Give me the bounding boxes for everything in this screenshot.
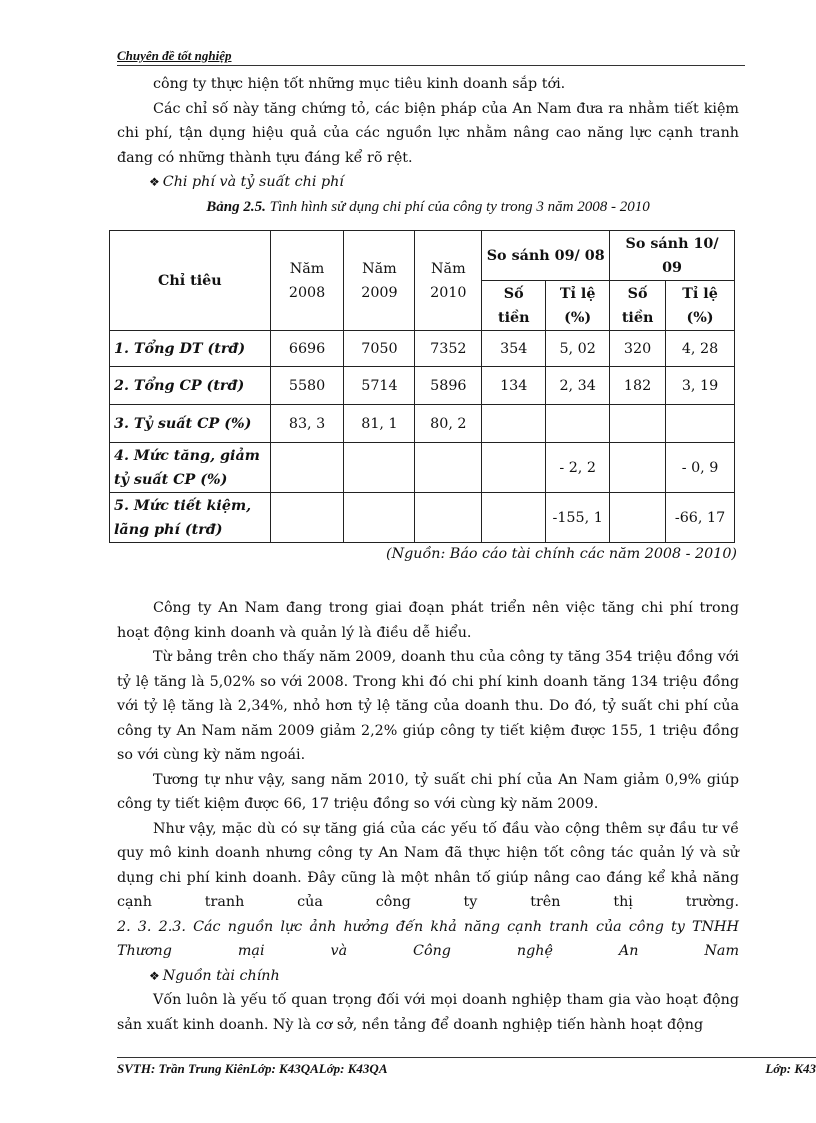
cell-amount-1: 354: [482, 331, 546, 367]
cell-2009: [344, 443, 415, 493]
table-source: (Nguồn: Báo cáo tài chính các năm 2008 - 2010): [386, 546, 737, 562]
analysis-paragraph-5: Vốn luôn là yếu tố quan trọng đối với mọi doanh nghiệp tham gia vào hoạt động sản xuất kinh doanh. Nỳ là cơ sở, nền tảng để doanh nghiệp tiến hành hoạt động: [117, 992, 739, 1033]
intro-line: công ty thực hiện tốt những mục tiêu kinh doanh sắp tới.: [153, 76, 566, 92]
cell-2009: 5714: [344, 367, 415, 405]
analysis-paragraph-3: Tương tự như vậy, sang năm 2010, tỷ suất chi phí của An Nam giảm 0,9% giúp công ty tiết kiệm được 66, 17 triệu đồng so với cùng kỳ năm 2009.: [117, 771, 739, 812]
header-amount-1: Số tiền: [482, 281, 546, 331]
table-header-row: [110, 231, 735, 281]
cell-2008: 83, 3: [270, 405, 344, 443]
cost-table: [109, 230, 735, 543]
cell-2010: [415, 493, 482, 543]
cost-subheading-text: Chi phí và tỷ suất chi phí: [162, 174, 344, 190]
table-row: [110, 331, 735, 367]
header-amount-2: Số tiền: [610, 281, 666, 331]
row-label: 4. Mức tăng, giảm tỷ suất CP (%): [110, 443, 271, 493]
cell-pct-1: 2, 34: [546, 367, 610, 405]
header-2010: Năm 2010: [415, 231, 482, 331]
cell-pct-2: 4, 28: [666, 331, 735, 367]
cell-2009: 7050: [344, 331, 415, 367]
table-row: [110, 405, 735, 443]
header-indicator: Chỉ tiêu: [110, 231, 271, 331]
row-label: 1. Tổng DT (trđ): [110, 331, 271, 367]
row-label: 2. Tổng CP (trđ): [110, 367, 271, 405]
cell-amount-1: [482, 493, 546, 543]
intro-section: [117, 72, 739, 219]
header-compare-09-08: So sánh 09/ 08: [482, 231, 610, 281]
header-2009: Năm 2009: [344, 231, 415, 331]
section-heading: 2. 3. 2.3. Các nguồn lực ảnh hưởng đến khả năng cạnh tranh của công ty TNHH Thương mại và Công nghệ An Nam: [117, 918, 739, 959]
analysis-paragraph-4: Như vậy, mặc dù có sự tăng giá của các yếu tố đầu vào cộng thêm sự đầu tư về quy mô kinh doanh nhưng công ty An Nam đã thực hiện tốt công tác quản lý và sử dụng chi phí kinh doanh. Đây cũng là một nhân tố giúp nâng cao đáng kể khả năng cạnh tranh của công ty trên thị trường.: [117, 820, 739, 910]
cell-pct-2: -66, 17: [666, 493, 735, 543]
cell-2008: 6696: [270, 331, 344, 367]
cost-subheading: [117, 170, 739, 195]
cell-2010: 80, 2: [415, 405, 482, 443]
header-2008: Năm 2008: [270, 231, 344, 331]
analysis-paragraph-2: Từ bảng trên cho thấy năm 2009, doanh thu của công ty tăng 354 triệu đồng với tỷ lệ tăng là 5,02% so với 2008. Trong khi đó chi phí kinh doanh tăng 134 triệu đồng với tỷ lệ tăng là 2,34%, nhỏ hơn tỷ lệ tăng của doanh thu. Do đó, tỷ suất chi phí của công ty An Nam năm 2009 giảm 2,2% giúp công ty tiết kiệm được 155, 1 triệu đồng so với cùng kỳ năm ngoái.: [117, 649, 739, 763]
table-caption-text: Tình hình sử dụng chi phí của công ty trong 3 năm 2008 - 2010: [265, 198, 650, 215]
cell-pct-1: -155, 1: [546, 493, 610, 543]
header-pct-2: Tỉ lệ (%): [666, 281, 735, 331]
table-row: [110, 493, 735, 543]
cell-2009: 81, 1: [344, 405, 415, 443]
cell-pct-1: 5, 02: [546, 331, 610, 367]
cell-amount-1: [482, 405, 546, 443]
intro-paragraph: Các chỉ số này tăng chứng tỏ, các biện pháp của An Nam đưa ra nhằm tiết kiệm chi phí, tận dụng hiệu quả của các nguồn lực nhằm nâng cao năng lực cạnh tranh đang có những thành tựu đáng kể rõ rệt.: [117, 100, 739, 166]
cell-amount-1: [482, 443, 546, 493]
cell-2008: [270, 443, 344, 493]
header-pct-1: Tỉ lệ (%): [546, 281, 610, 331]
cell-pct-2: - 0, 9: [666, 443, 735, 493]
cell-2010: 5896: [415, 367, 482, 405]
table-row: [110, 443, 735, 493]
page-footer: [117, 1057, 816, 1077]
footer-student: SVTH: Trần Trung KiênLớp: K43QALớp: K43QA: [117, 1061, 388, 1076]
table-caption-label: Bảng 2.5.: [206, 198, 266, 215]
analysis-section: [117, 596, 739, 1037]
table-caption: [117, 195, 739, 220]
cell-pct-2: [666, 405, 735, 443]
finance-subheading-text: Nguồn tài chính: [162, 967, 280, 984]
cell-amount-2: 320: [610, 331, 666, 367]
cell-pct-1: - 2, 2: [546, 443, 610, 493]
finance-subheading: [117, 964, 739, 989]
row-label: 3. Tỷ suất CP (%): [110, 405, 271, 443]
diamond-bullet-icon: ❖: [149, 968, 160, 983]
table-row: [110, 367, 735, 405]
cell-2010: 7352: [415, 331, 482, 367]
cell-amount-2: [610, 443, 666, 493]
cell-2009: [344, 493, 415, 543]
cell-amount-2: 182: [610, 367, 666, 405]
footer-class: Lớp: K43: [765, 1061, 816, 1076]
analysis-paragraph-1: Công ty An Nam đang trong giai đoạn phát triển nên việc tăng chi phí trong hoạt động kinh doanh và quản lý là điều dễ hiểu.: [117, 600, 739, 641]
cell-amount-2: [610, 493, 666, 543]
cell-pct-2: 3, 19: [666, 367, 735, 405]
cell-2008: [270, 493, 344, 543]
header-compare-10-09: So sánh 10/ 09: [610, 231, 735, 281]
cell-pct-1: [546, 405, 610, 443]
cell-2010: [415, 443, 482, 493]
cell-amount-2: [610, 405, 666, 443]
page-header: Chuyên đề tốt nghiệp: [117, 48, 745, 66]
cell-amount-1: 134: [482, 367, 546, 405]
cell-2008: 5580: [270, 367, 344, 405]
diamond-bullet-icon: ❖: [149, 175, 160, 189]
row-label: 5. Mức tiết kiệm, lãng phí (trđ): [110, 493, 271, 543]
